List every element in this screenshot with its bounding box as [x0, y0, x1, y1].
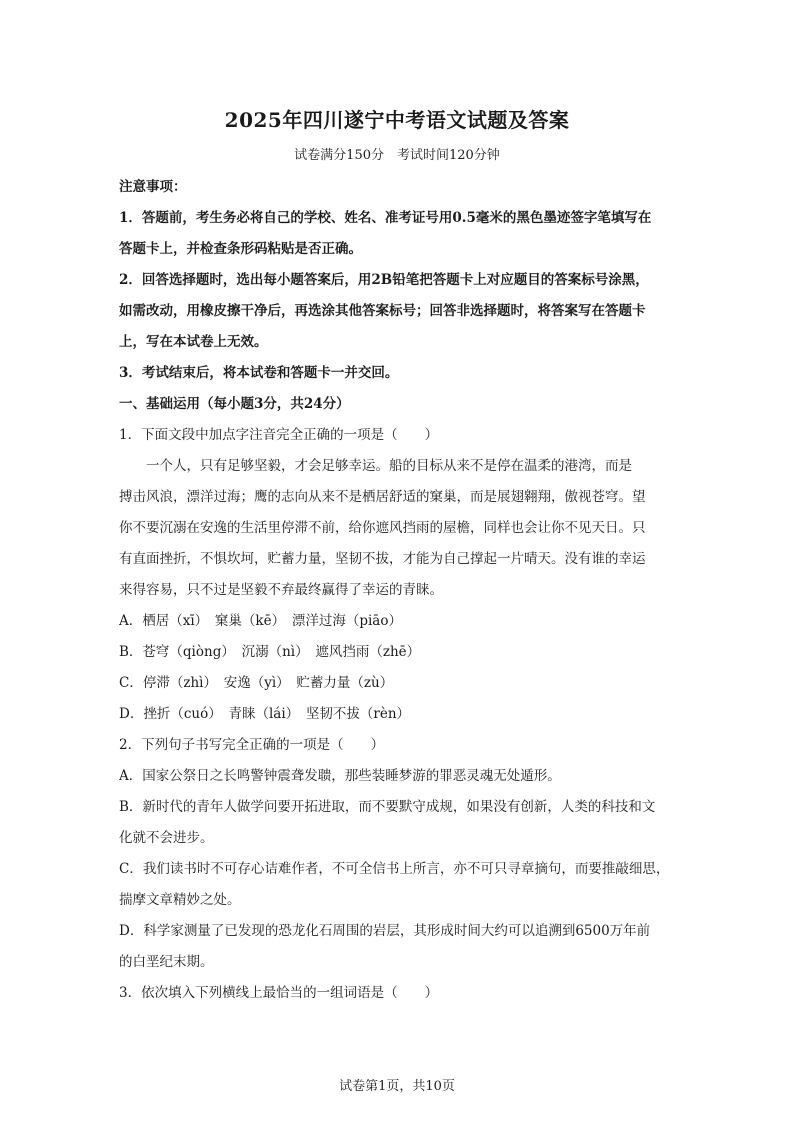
question-stem: 3．依次填入下列横线上最恰当的一组词语是（ ） [119, 985, 439, 1001]
notice-line: 如需改动，用橡皮擦干净后，再选涂其他答案标号；回答非选择题时，将答案写在答题卡 [119, 303, 646, 319]
page-title: 2025年四川遂宁中考语文试题及答案 [224, 108, 570, 132]
option-line: A．国家公祭日之长鸣警钟震聋发聩，那些装睡梦游的罪恶灵魂无处遁形。 [119, 768, 561, 784]
passage-line: 搏击风浪，漂洋过海；鹰的志向从来不是栖居舒适的窠巢，而是展翅翱翔，傲视苍穹。望 [119, 489, 646, 505]
passage-line: 来得容易，只不过是坚毅不弃最终赢得了幸运的青睐。 [119, 582, 443, 598]
exam-info: 试卷满分150分 考试时间120分钟 [294, 148, 500, 163]
notice-line: 2．回答选择题时，选出每小题答案后，用2B铅笔把答题卡上对应题目的答案标号涂黑， [119, 272, 649, 288]
option-line: C．我们读书时不可存心诘难作者，不可全信书上所言，亦不可只寻章摘句，而要推敲细思， [119, 861, 670, 877]
option-line: B．苍穹（qiòng） 沉溺（nì） 遮风挡雨（zhē） [119, 644, 421, 660]
passage-line: 有直面挫折，不惧坎坷，贮蓄力量，坚韧不拔，才能为自己撑起一片晴天。没有谁的幸运 [119, 551, 646, 567]
passage-line: 你不要沉溺在安逸的生活里停滞不前，给你遮风挡雨的屋檐，同样也会让你不见天日。只 [119, 520, 646, 536]
option-line: B．新时代的青年人做学问要开拓进取，而不要默守成规，如果没有创新，人类的科技和文 [119, 799, 656, 815]
question-stem: 2．下列句子书写完全正确的一项是（ ） [119, 737, 385, 753]
passage-line: 一个人，只有足够坚毅，才会足够幸运。船的目标从来不是停在温柔的港湾，而是 [146, 458, 632, 474]
exam-content [119, 172, 685, 1009]
option-line: C．停滞（zhì） 安逸（yì） 贮蓄力量（zù） [119, 675, 394, 691]
option-line: A．栖居（xī） 窠巢（kē） 漂洋过海（piāo） [119, 613, 402, 629]
notice-line: 上，写在本试卷上无效。 [119, 334, 268, 350]
option-line: 揣摩文章精妙之处。 [119, 892, 241, 908]
option-line: D．挫折（cuó） 青睐（lái） 坚韧不拔（rèn） [119, 706, 411, 722]
section-heading: 一、基础运用（每小题3分，共24分） [119, 396, 350, 412]
question-stem: 1．下面文段中加点字注音完全正确的一项是（ ） [119, 427, 439, 443]
option-line: 化就不会进步。 [119, 830, 214, 846]
option-line: D．科学家测量了已发现的恐龙化石周围的岩层，其形成时间大约可以追溯到6500万年前 [119, 923, 651, 939]
option-line: 的白垩纪末期。 [119, 954, 214, 970]
notice-line: 1．答题前，考生务必将自己的学校、姓名、准考证号用0.5毫米的黑色墨迹签字笔填写在 [119, 210, 652, 226]
page-footer: 试卷第1页，共10页 [339, 1079, 455, 1094]
notice-line: 3．考试结束后，将本试卷和答题卡一并交回。 [119, 365, 399, 381]
notice-line: 答题卡上，并检查条形码粘贴是否正确。 [119, 241, 362, 257]
notice-heading: 注意事项： [119, 179, 187, 195]
